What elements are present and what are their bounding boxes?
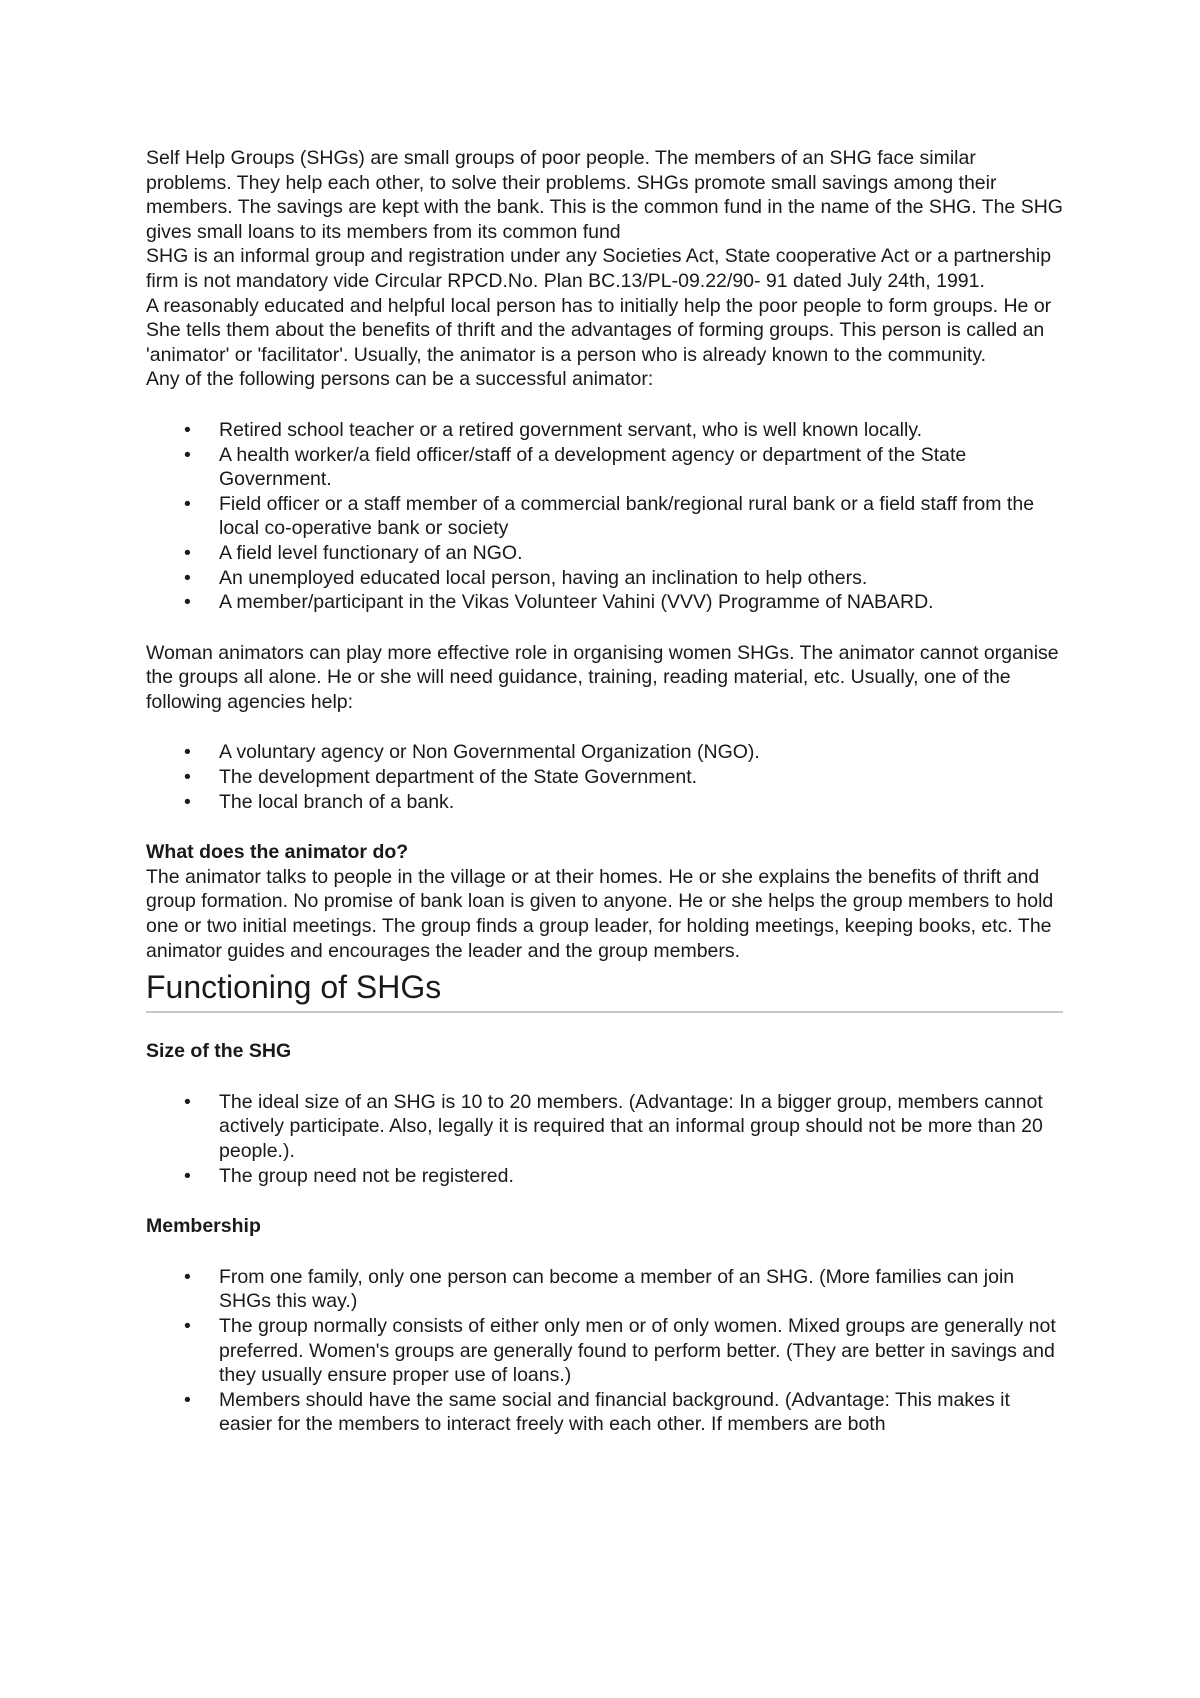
size-heading: Size of the SHG (146, 1040, 292, 1063)
list-item: • A member/participant in the Vikas Volunteer Vahini (VVV) Programme of NABARD. (146, 590, 1063, 615)
list-item: • The ideal size of an SHG is 10 to 20 members. (Advantage: In a bigger group, members cannot actively participate. Also, legally it is required that an informal group should not be more than 20 people.). (146, 1090, 1063, 1164)
list-item: • A voluntary agency or Non Governmental Organization (NGO). (146, 740, 1063, 765)
list-item: • The local branch of a bank. (146, 790, 1063, 815)
list-item: • A field level functionary of an NGO. (146, 541, 1063, 566)
animator-role-paragraph: The animator talks to people in the village or at their homes. He or she explains the benefits of thrift and group formation. No promise of bank loan is given to anyone. He or she helps the group members to hold one or two initial meetings. The group finds a group leader, for holding meetings, keeping books, etc. The animator guides and encourages the leader and the group members. (146, 865, 1054, 962)
spacer (146, 615, 1063, 641)
list-item: • The group need not be registered. (146, 1164, 1063, 1189)
list-item: • From one family, only one person can become a member of an SHG. (More families can join SHGs this way.) (146, 1265, 1063, 1314)
membership-heading: Membership (146, 1215, 261, 1238)
list-item: • A health worker/a field officer/staff of a development agency or department of the State Government. (146, 443, 1063, 492)
spacer (146, 714, 1063, 740)
membership-list (146, 1265, 1063, 1437)
spacer (146, 1013, 1063, 1039)
list-item: • The development department of the State Government. (146, 765, 1063, 790)
document-page (146, 146, 1063, 1437)
animator-candidates-list (146, 418, 1063, 615)
spacer (146, 814, 1063, 840)
intro-paragraph-4: Any of the following persons can be a successful animator: (146, 368, 654, 391)
spacer (146, 1064, 1063, 1090)
spacer (146, 392, 1063, 418)
spacer (146, 1188, 1063, 1214)
list-item: • Field officer or a staff member of a commercial bank/regional rural bank or a field staff from the local co-operative bank or society (146, 492, 1063, 541)
intro-paragraph-3: A reasonably educated and helpful local person has to initially help the poor people to form groups. He or She tells them about the benefits of thrift and the advantages of forming groups. This person is called an 'animator' or 'facilitator'. Usually, the animator is a person who is already known to the community. (146, 294, 1052, 366)
women-animators-paragraph: Woman animators can play more effective role in organising women SHGs. The animator cannot organise the groups all alone. He or she will need guidance, training, reading material, etc. Usually, one of the following agencies help: (146, 641, 1059, 713)
spacer (146, 1239, 1063, 1265)
list-item: • Retired school teacher or a retired government servant, who is well known locally. (146, 418, 1063, 443)
size-list (146, 1090, 1063, 1188)
list-item: • The group normally consists of either only men or of only women. Mixed groups are generally not preferred. Women's groups are generally found to perform better. (They are better in savings and they usually ensure proper use of loans.) (146, 1314, 1063, 1388)
list-item: • An unemployed educated local person, having an inclination to help others. (146, 566, 1063, 591)
functioning-section-title: Functioning of SHGs (146, 967, 1063, 1013)
animator-role-heading: What does the animator do? (146, 841, 409, 864)
intro-paragraph-2: SHG is an informal group and registration under any Societies Act, State cooperative Act or a partnership firm is not mandatory vide Circular RPCD.No. Plan BC.13/PL-09.22/90- 91 dated July 24th, 1991. (146, 245, 1052, 292)
intro-paragraph-1: Self Help Groups (SHGs) are small groups of poor people. The members of an SHG face similar problems. They help each other, to solve their problems. SHGs promote small savings among their members. The savings are kept with the bank. This is the common fund in the name of the SHG. The SHG gives small loans to its members from its common fund (146, 147, 1063, 243)
helping-agencies-list (146, 740, 1063, 814)
list-item: • Members should have the same social and financial background. (Advantage: This makes it easier for the members to interact freely with each other. If members are both (146, 1388, 1063, 1437)
